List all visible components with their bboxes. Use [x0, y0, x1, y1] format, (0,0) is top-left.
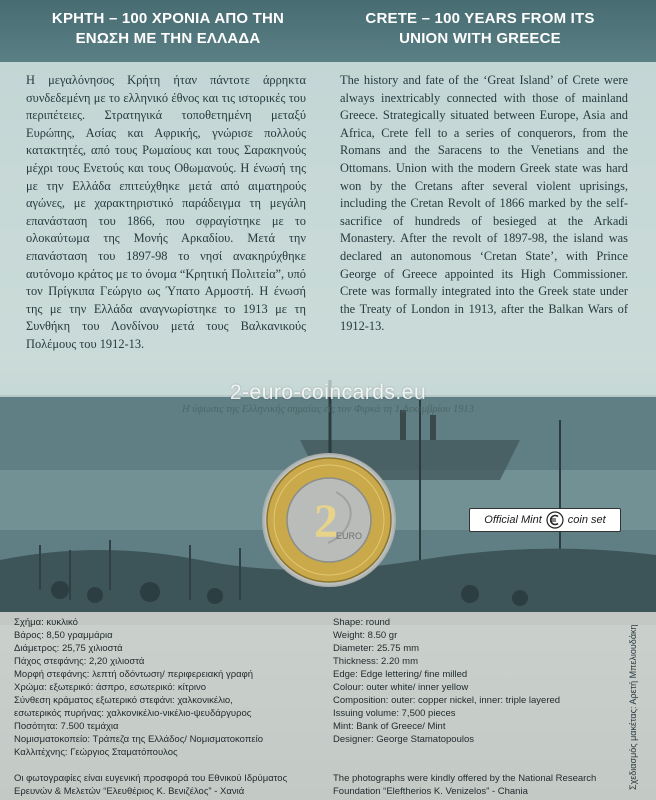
watermark: 2-euro-coincards.eu: [229, 381, 427, 404]
spec-line: Composition: outer: copper nickel, inner: triple layered: [333, 695, 561, 706]
badge-left-text: Official Mint: [484, 514, 542, 526]
greek-history-text: Η μεγαλόνησος Κρήτη ήταν πάντοτε άρρηκτα συνδεδεμένη με το ελληνικό έθνος και τις ιστορικές του περιπέτειες. Στρατηγικά τοποθετημένη μεταξύ Ευρώπης, Ασίας και Αφρικής, γνώρισε πολλούς κατακτητές, από τους Ρωμαίους και τους Σαρακηνούς μέχρι τους Ενετούς και τους Οθωμανούς. Η ένωσή της με την Ελλάδα επιτεύχθηκε μετά από αιματηρούς αγώνες, με χαρακτηριστικό παράδειγμα τη μεγάλη επανάσταση του 1866, που σφραγίστηκε με το ολοκαύτωμα της Μονής Αρκαδίου. Μετά την επανάσταση του 1897-98 το νησί ανακηρύχθηκε αυτόνομο κράτος με το όνομα “Κρητική Πολιτεία”, υπό τον Πρίγκιπα Γεώργιο ως Ύπατο Αρμοστή. Η ένωσή της με την Ελλάδα αναγνωρίστηκε το 1913 με τη Συνθήκη του Λονδίνου μετά τους Βαλκανικούς Πολέμους του 1912-13.: [26, 73, 306, 351]
coin-denomination: 2: [314, 495, 338, 548]
spec-line: Issuing volume: 7,500 pieces: [333, 708, 456, 719]
photo-caption: Η ύψωσις της Ελληνικής σημαίας είς τον Φιρκά τη 1 Δεκεμβρίου 1913: [182, 404, 474, 415]
greek-photo-credit: Οι φωτογραφίες είναι ευγενική προσφορά του Εθνικού Ιδρύματος Ερευνών & Μελετών “Ελευθέριος Κ. Βενιζέλος” - Χανιά: [14, 773, 288, 797]
greek-specifications: [14, 616, 314, 759]
coin-unit: EURO: [336, 531, 363, 541]
spec-line: Διάμετρος: 25,75 χιλιοστά: [14, 643, 123, 654]
spec-line: Shape: round: [333, 617, 391, 628]
official-mint-badge: [469, 508, 621, 532]
spec-line: Σχήμα: κυκλικό: [14, 617, 78, 628]
spec-line: Καλλιτέχνης: Γεώργιος Σταματόπουλος: [14, 747, 178, 758]
spec-line: Mint: Bank of Greece/ Mint: [333, 721, 446, 732]
design-credit: Σχεδιασμός μακέτας: Αρετή Μπελιουδάκη: [628, 624, 638, 790]
euro-mint-logo-icon: [546, 511, 564, 529]
spec-line: Diameter: 25.75 mm: [333, 643, 420, 654]
spec-line: Μορφή στεφάνης: λεπτή οδόντωση/ περιφερειακή γραφή: [14, 669, 254, 680]
spec-line: Βάρος: 8,50 γραμμάρια: [14, 630, 113, 641]
spec-line: Weight: 8.50 gr: [333, 630, 398, 641]
english-title: CRETE – 100 YEARS FROM ITS UNION WITH GREECE: [365, 10, 595, 47]
greek-title: ΚΡΗΤΗ – 100 ΧΡΟΝΙΑ ΑΠΟ ΤΗΝ ΕΝΩΣΗ ΜΕ ΤΗΝ ΕΛΛΑΔΑ: [51, 10, 285, 47]
spec-line: Σύνθεση κράματος εξωτερικό στεφάνι: χαλκονικέλιο,: [14, 695, 233, 706]
spec-line: Χρώμα: εξωτερικό: άσπρο, εσωτερικό: κίτρινο: [14, 682, 206, 693]
english-specifications: [333, 616, 638, 746]
spec-line: εσωτερικός πυρήνας: χαλκονικέλιο-νικέλιο-ψευδάργυρος: [14, 708, 252, 719]
spec-line: Πάχος στεφάνης: 2,20 χιλιοστά: [14, 656, 145, 667]
badge-right-text: coin set: [567, 514, 606, 526]
spec-line: Edge: Edge lettering/ fine milled: [333, 669, 468, 680]
spec-line: Designer: George Stamatopoulos: [333, 734, 474, 745]
two-euro-coin: [266, 457, 392, 583]
english-photo-credit: The photographs were kindly offered by the National Research Foundation “Eleftherios K. Venizelos” - Chania: [333, 773, 597, 797]
spec-line: Thickness: 2.20 mm: [333, 656, 418, 667]
spec-line: Νομισματοκοπείο: Τράπεζα της Ελλάδος/ Νομισματοκοπείο: [14, 734, 263, 745]
english-history-text: The history and fate of the ‘Great Island’ of Crete were always inextricably connected with those of mainland Greece. Strategically situated between Europe, Asia and Africa, Crete fell to a series of conquerors, from the Romans and the Saracens to the Venetians and the Ottomans. Union with the modern Greek state was hard won by the Cretans after several violent uprisings, including the Cretan Revolt of 1866 marked by the self-sacrifice of hundreds of besieged at the Arkadi Monastery. After the revolt of 1897-98, the island was declared an autonomous ‘Cretan State’, with Prince George of Greece appointed its High Commissioner. Crete was formally integrated into the Greek state under the Treaty of London in 1913, after the Balkan Wars of 1912-13.: [340, 73, 628, 334]
spec-line: Ποσότητα: 7.500 τεμάχια: [14, 721, 119, 732]
spec-line: Colour: outer white/ inner yellow: [333, 682, 469, 693]
